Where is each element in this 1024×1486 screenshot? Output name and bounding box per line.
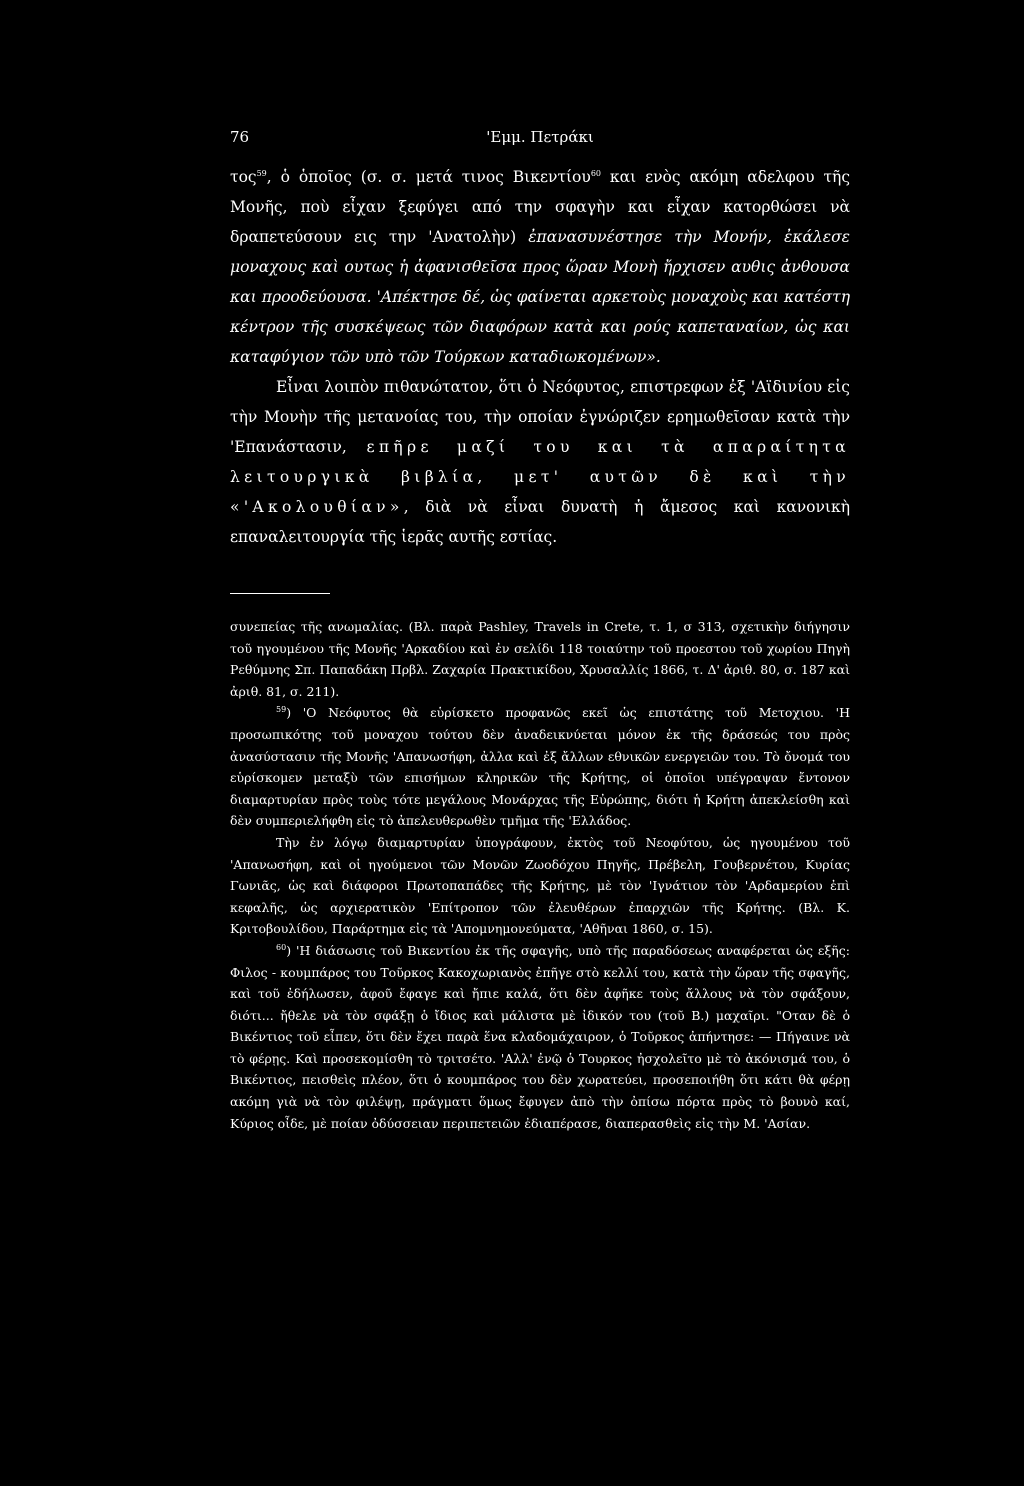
running-head: 'Εμμ. Πετράκι <box>486 128 594 146</box>
p2-spaced-emphasis: επῆρε μαζί του και τὰ απαραίτητα λειτουργικὰ βιβλία, μετ' αυτῶν δὲ καὶ τὴν «'Ακολουθίαν» <box>230 438 850 516</box>
footnote-rule <box>230 593 330 594</box>
footnote-59-number: 59 <box>276 705 287 715</box>
footnote-59 <box>230 702 850 832</box>
p2-text-end: , διὰ νὰ εἶναι δυνατὴ ἡ ἄμεσος καὶ κανονικὴ επαναλειτουργία τῆς ἱερᾶς αυτῆς εστίας. <box>230 498 850 546</box>
footnote-ref-60: 60 <box>590 168 601 178</box>
footnote-59-continued: Τὴν ἐν λόγῳ διαμαρτυρίαν ὑπογράφουν, ἐκτὸς τοῦ Νεοφύτου, ὡς ηγουμένου τοῦ 'Απανωσήφη, καὶ οἱ ηγούμενοι τῶν Μονῶν Ζωοδόχου Πηγῆς, Πρέβελη, Γουβερνέτου, Κυρίας Γωνιᾶς, ὡς καὶ διάφοροι Πρωτοπαπάδες τῆς Κρήτης, μὲ τὸν 'Ιγνάτιον τὸν 'Αρδαμερίου ἐπὶ κεφαλῆς, ὡς αρχιερατικὸν 'Επίτροπον τῶν ἐλευθέρων ἐπαρχιῶν τῆς Κρήτης. (Βλ. Κ. Κριτοβουλίδου, Παράρτημα εἰς τὰ 'Απομνημονεύματα, 'Αθῆναι 1860, σ. 15). <box>230 834 850 937</box>
document-page <box>230 0 850 1486</box>
footnotes <box>230 616 850 1134</box>
paragraph-2 <box>230 372 850 552</box>
p1-text: , ὁ ὁποῖος (σ. σ. μετά τινος Βικεντίου <box>266 168 591 186</box>
footnote-ref-59: 59 <box>256 168 267 178</box>
paragraph-1 <box>230 162 850 372</box>
p2-text: Εἶναι λοιπὸν πιθανώτατον, ὅτι ὁ Νεόφυτος, επιστρεφων ἐξ 'Αϊδινίου εἰς τὴν Μονὴν τῆς μετανοίας του, τὴν οποίαν ἐγνώριζεν ερημωθεῖσαν κατὰ τὴν 'Επανάστασιν, <box>230 378 850 456</box>
p1-text-2: και ενὸς ακόμη αδελφου τῆς Μονῆς, ποὺ εἶχαν ξεφύγει από την σφαγὴν και εἶχαν κατορθώσει νὰ δραπετεύσουν εις την 'Ανατολὴν) <box>230 168 851 246</box>
p1-quote-italic: ἐπανασυνέστησε τὴν Μονήν, ἐκάλεσε μοναχους καὶ ουτως ἡ ἀφανισθεῖσα προς ὥραν Μονὴ ἤρχισεν αυθις ἀνθουσα και προοδεύουσα. 'Απέκτησε δέ, ὡς φαίνεται αρκετοὺς μοναχοὺς και κατέστη κέντρον τῆς συσκέψεως τῶν διαφόρων κατὰ και ρούς καπεταναίων, ὡς και καταφύγιον τῶν υπὸ τῶν Τούρκων καταδιωκομένων». <box>230 228 850 366</box>
footnote-60-text: ) 'Η διάσωσις τοῦ Βικεντίου ἐκ τῆς σφαγῆς, υπὸ τῆς παραδόσεως αναφέρεται ὡς εξῆς: Φιλος - κουμπάρος του Τοῦρκος Κακοχωριανὸς ἐπῆγε στὸ κελλί του, κατὰ τὴν ὥραν τῆς σφαγῆς, καὶ τοῦ ἐδήλωσεν, ἀφοῦ ἔφαγε καὶ ἤπιε καλά, ὅτι δὲν ἀφῆκε τοὺς ἄλλους νὰ τὸν σφάξουν, διότι... ἤθελε νὰ τὸν σφάξῃ ὁ ἴδιος καὶ μάλιστα μὲ ἰδικόν του (τοῦ Β.) μαχαῖρι. "Οταν δὲ ὁ Βικέντιος τοῦ εἶπεν, ὅτι δὲν ἔχει παρὰ ἕνα κλαδομάχαιρον, ὁ Τοῦρκος ἀπήντησε: — Πήγαινε νὰ τὸ φέρῃς. Καὶ προσεκομίσθη τὸ τριτσέτο. 'Αλλ' ἐνῷ ὁ Τουρκος ἠσχολεῖτο μὲ τὸ ἀκόνισμά του, ὁ Βικέντιος, πεισθεὶς πλέον, ὅτι ὁ κουμπάρος του δὲν χωρατεύει, προσεποιήθη ὅτι κάτι θὰ φέρῃ ακόμη γιὰ νὰ τὸν φιλέψῃ, πράγματι ὅμως ἔφυγεν ἀπὸ τὴν ὀπίσω πόρτα πρὸς τὸ βουνὸ καί, Κύριος οἶδε, μὲ ποίαν ὀδύσσειαν περιπετειῶν ἐδιαπέρασε, διαπερασθεὶς εἰς τὴν Μ. 'Ασίαν. <box>230 942 850 1131</box>
footnote-60-number: 60 <box>276 942 287 952</box>
page-header <box>230 128 850 152</box>
main-text <box>230 162 850 552</box>
footnote-60 <box>230 940 850 1134</box>
footnote-59-text: ) 'Ο Νεόφυτος θὰ εὑρίσκετο προφανῶς εκεῖ ὡς επιστάτης τοῦ Μετοχιου. 'Η προσωπικότης τοῦ μοναχου τούτου δὲν ἀναδεικνύεται μόνον ἐκ τῆς δράσεώς του πρὸς ἀνασύστασιν τῆς Μονῆς 'Απανωσήφη, ἀλλα καὶ ἐξ ἄλλων εθνικῶν ενεργειῶν του. Τὸ ὄνομά του εὑρίσκομεν μεταξὺ τῶν επισήμων κληρικῶν τῆς Κρήτης, οἱ ὁποῖοι υπέγραψαν ἔντονον διαμαρτυρίαν πρὸς τοὺς τότε μεγάλους Μονάρχας τῆς Εὐρώπης, διότι ἡ Κρήτη ἀπεκλείσθη καὶ δὲν συμπεριελήφθη εἰς τὸ ἀπελευθερωθὲν τμῆμα τῆς 'Ελλάδος. <box>230 705 850 829</box>
page-number: 76 <box>230 128 250 146</box>
footnote-continuation: συνεπείας τῆς ανωμαλίας. (Βλ. παρὰ Pashley, Travels in Crete, τ. 1, σ 313, σχετικὴν διήγησιν τοῦ ηγουμένου τῆς Μονῆς 'Αρκαδίου καὶ ἐν σελίδι 118 τοιαύτην τοῦ προεστου τοῦ χωρίου Πηγὴ Ρεθύμνης Σπ. Παπαδάκη Πρβλ. Ζαχαρία Πρακτικίδου, Χρυσαλλίς 1866, τ. Δ' ἀριθ. 80, σ. 187 καὶ ἀριθ. 81, σ. 211). <box>230 619 850 699</box>
p1-start: τος <box>230 168 257 186</box>
